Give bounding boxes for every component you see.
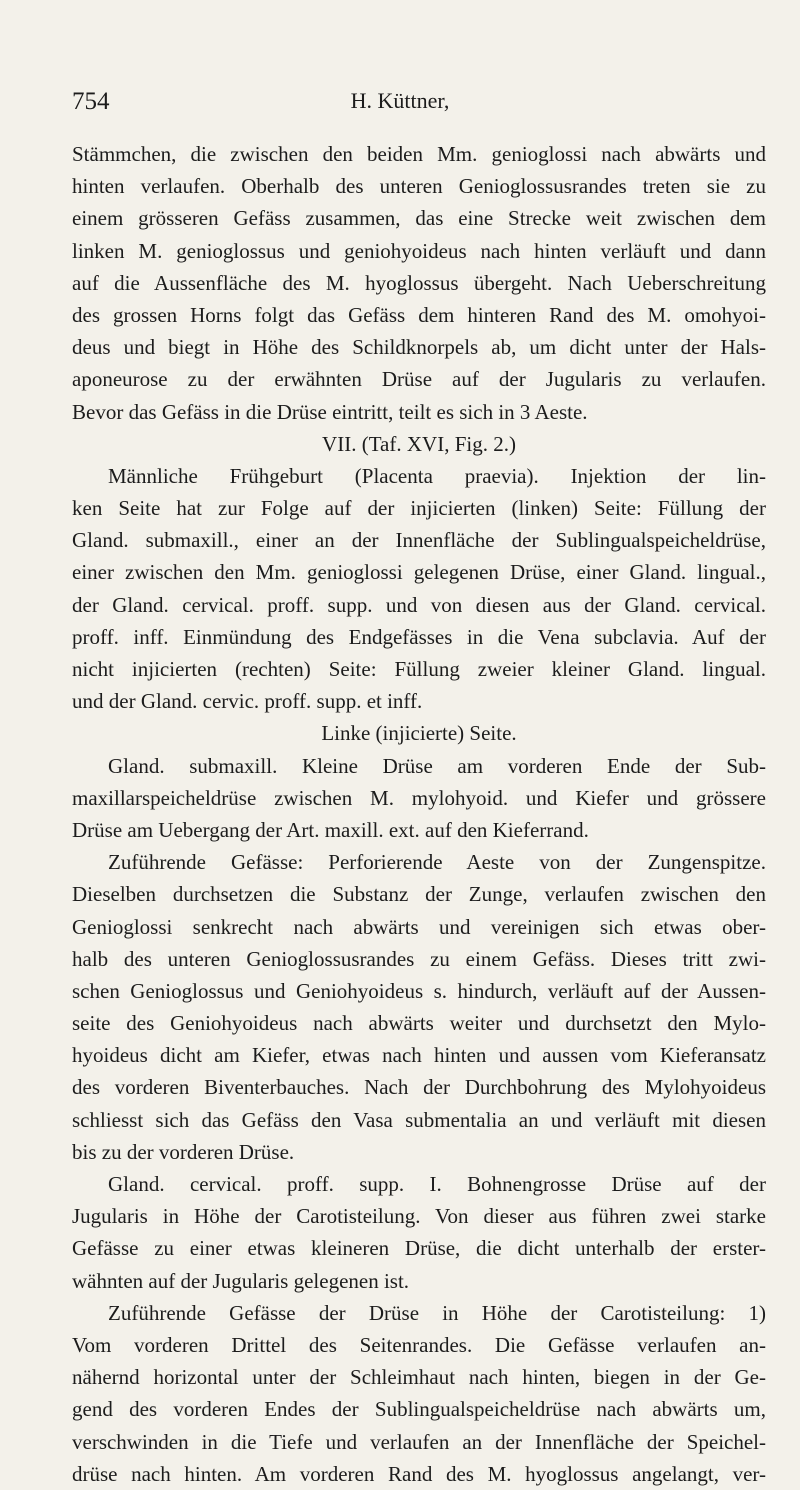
section-heading: Linke (injicierte) Seite. — [321, 721, 517, 746]
text-line: linken M. genioglossus und geniohyoideus nach hinten verläuft und dann — [72, 238, 766, 263]
text-line: Jugularis in Höhe der Carotisteilung. Von dieser aus führen zwei starke — [72, 1204, 766, 1229]
section-heading: VII. (Taf. XVI, Fig. 2.) — [322, 431, 516, 456]
body-text — [72, 138, 766, 1490]
text-line: nähernd horizontal unter der Schleimhaut nach hinten, biegen in der Ge- — [72, 1365, 766, 1390]
text-line: wähnten auf der Jugularis gelegenen ist. — [72, 1268, 410, 1293]
text-line: Zuführende Gefässe der Drüse in Höhe der Carotisteilung: 1) — [108, 1300, 766, 1325]
text-line: Gland. cervical. proff. supp. I. Bohnengrosse Drüse auf der — [108, 1172, 766, 1196]
text-line: Gland. submaxill. Kleine Drüse am vorderen Ende der Sub- — [108, 753, 766, 778]
text-line: Stämmchen, die zwischen den beiden Mm. genioglossi nach abwärts und — [72, 142, 766, 166]
text-line: einer zwischen den Mm. genioglossi gelegenen Drüse, einer Gland. lingual., — [72, 560, 766, 585]
text-line: des vorderen Biventerbauches. Nach der Durchbohrung des Mylohyoideus — [72, 1075, 766, 1100]
text-line: hyoideus dicht am Kiefer, etwas nach hinten und aussen vom Kieferansatz — [72, 1043, 766, 1068]
text-line: schliesst sich das Gefäss den Vasa submentalia an und verläuft mit diesen — [72, 1107, 766, 1132]
text-line: Gefässe zu einer etwas kleineren Drüse, die dicht unterhalb der erster- — [72, 1236, 766, 1261]
page-number: 754 — [72, 88, 110, 115]
text-line: schen Genioglossus und Geniohyoideus s. hindurch, verläuft auf der Aussen- — [72, 978, 766, 1003]
text-line: einem grösseren Gefäss zusammen, das eine Strecke weit zwischen dem — [72, 206, 766, 231]
text-line: Dieselben durchsetzen die Substanz der Zunge, verlaufen zwischen den — [72, 882, 766, 907]
text-line: Zuführende Gefässe: Perforierende Aeste von der Zungenspitze. — [108, 850, 766, 875]
text-line: hinten verlaufen. Oberhalb des unteren Genioglossusrandes treten sie zu — [72, 174, 766, 199]
text-line: nicht injicierten (rechten) Seite: Füllung zweier kleiner Gland. lingual. — [72, 657, 766, 681]
running-head: H. Küttner, — [350, 88, 450, 113]
text-line: ken Seite hat zur Folge auf der injicierten (linken) Seite: Füllung der — [72, 496, 766, 521]
text-line: Männliche Frühgeburt (Placenta praevia). Injektion der lin- — [108, 463, 766, 488]
text-line: bis zu der vorderen Drüse. — [72, 1139, 295, 1164]
text-line: Vom vorderen Drittel des Seitenrandes. Die Gefässe verlaufen an- — [72, 1332, 766, 1357]
text-line: drüse nach hinten. Am vorderen Rand des M. hyoglossus angelangt, ver- — [72, 1461, 766, 1486]
text-line: halb des unteren Genioglossusrandes zu einem Gefäss. Dieses tritt zwi- — [72, 946, 766, 971]
text-line: Bevor das Gefäss in die Drüse eintritt, teilt es sich in 3 Aeste. — [72, 399, 588, 424]
text-line: des grossen Horns folgt das Gefäss dem hinteren Rand des M. omohyoi- — [72, 302, 766, 327]
text-line: maxillarspeicheldrüse zwischen M. mylohyoid. und Kiefer und grössere — [72, 785, 766, 810]
text-line: Genioglossi senkrecht nach abwärts und vereinigen sich etwas ober- — [72, 914, 766, 939]
text-line: aponeurose zu der erwähnten Drüse auf der Jugularis zu verlaufen. — [72, 367, 766, 392]
text-line: Gland. submaxill., einer an der Innenfläche der Sublingualspeicheldrüse, — [72, 528, 766, 553]
text-line: deus und biegt in Höhe des Schildknorpels ab, um dicht unter der Hals- — [72, 335, 766, 360]
text-line: gend des vorderen Endes der Sublingualspeicheldrüse nach abwärts um, — [72, 1397, 766, 1422]
text-line: seite des Geniohyoideus nach abwärts weiter und durchsetzt den Mylo- — [72, 1011, 766, 1036]
text-line: proff. inff. Einmündung des Endgefässes in die Vena subclavia. Auf der — [72, 624, 766, 649]
text-line: Drüse am Uebergang der Art. maxill. ext. auf den Kieferrand. — [72, 817, 589, 842]
text-line: auf die Aussenfläche des M. hyoglossus übergeht. Nach Ueberschreitung — [72, 270, 766, 295]
text-line: verschwinden in die Tiefe und verlaufen an der Innenfläche der Speichel- — [72, 1429, 766, 1454]
page-header — [0, 88, 800, 128]
text-line: der Gland. cervical. proff. supp. und von diesen aus der Gland. cervical. — [72, 592, 766, 617]
text-line: und der Gland. cervic. proff. supp. et inff. — [72, 689, 423, 714]
